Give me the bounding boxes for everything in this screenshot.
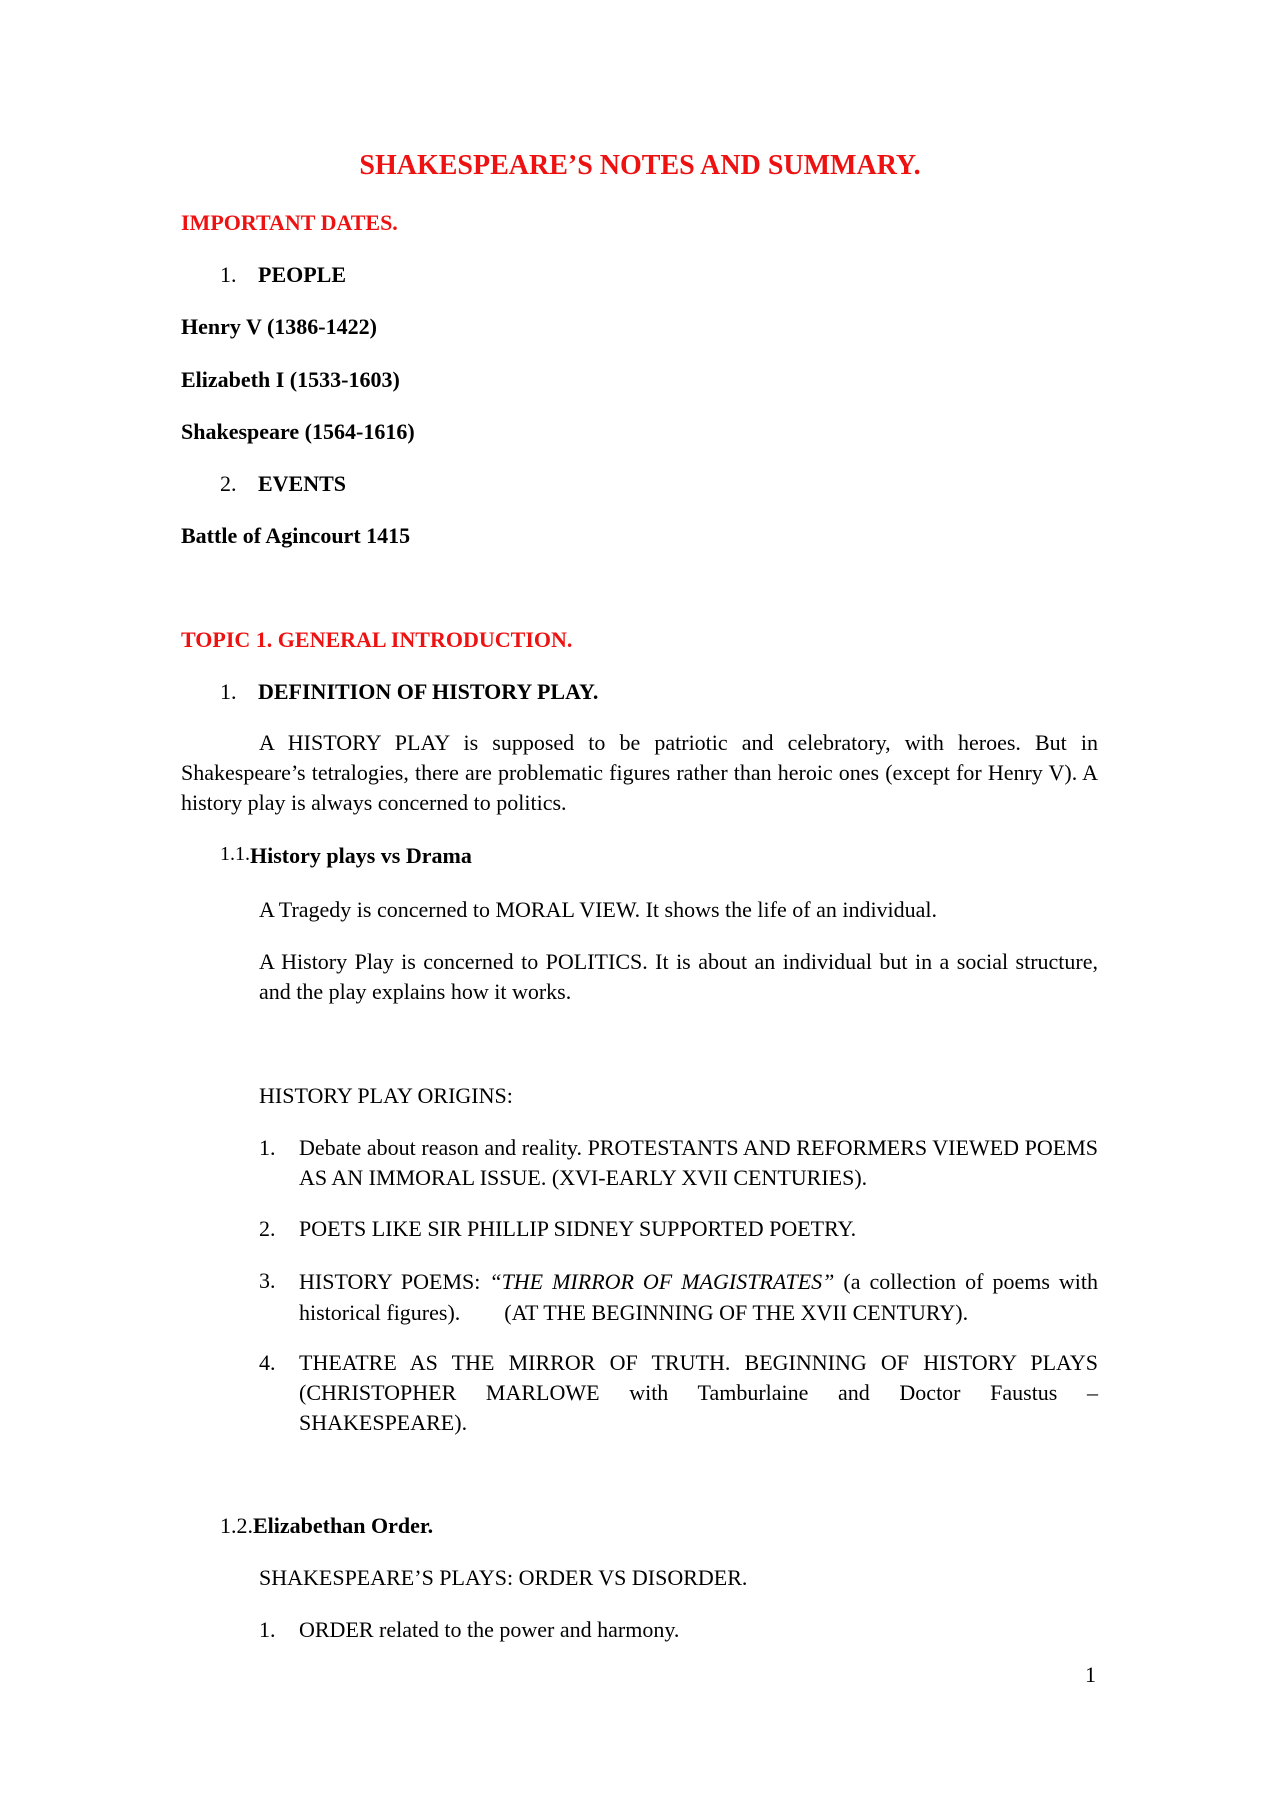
subsection-number: 1.1. <box>220 843 250 865</box>
subsection-number: 1.2. <box>220 1513 253 1538</box>
order-item: ORDER related to the power and harmony. <box>299 1617 680 1642</box>
definition-paragraph: A HISTORY PLAY is supposed to be patriotic and celebratory, with heroes. But in Shakespeare’s tetralogies, there are problematic figures rather than heroic ones (except for Henry V). A history play is always concerned to politics. <box>181 730 1098 815</box>
list-item-people <box>220 262 346 288</box>
history-paragraph: A History Play is concerned to POLITICS. It is about an individual but in a social structure, and the play explains how it works. <box>259 949 1098 1004</box>
origins-item-prefix: HISTORY POEMS: <box>299 1269 490 1294</box>
list-label: DEFINITION OF HISTORY PLAY. <box>258 679 599 704</box>
origins-item-suffix: (a collection of poems with historical figures). (AT THE BEGINNING OF THE XVII CENTURY). <box>299 1269 1104 1325</box>
people-item: Elizabeth I (1533-1603) <box>181 367 400 392</box>
origins-item <box>299 1266 1104 1328</box>
section-heading-important-dates: IMPORTANT DATES. <box>181 210 398 235</box>
origins-item: THEATRE AS THE MIRROR OF TRUTH. BEGINNING OF HISTORY PLAYS (CHRISTOPHER MARLOWE with Tamburlaine and Doctor Faustus – SHAKESPEARE). <box>299 1350 1098 1435</box>
subsection-elizabethan-order <box>220 1513 433 1539</box>
origins-item-title: “THE MIRROR OF MAGISTRATES” <box>489 1269 835 1294</box>
subsection-history-plays-vs-drama <box>220 843 472 869</box>
list-label: EVENTS <box>258 471 347 496</box>
list-number: 1. <box>220 262 237 287</box>
page-number: 1 <box>1085 1662 1096 1687</box>
origins-label: HISTORY PLAY ORIGINS: <box>259 1083 513 1108</box>
people-item: Henry V (1386-1422) <box>181 314 377 339</box>
origins-number: 3. <box>259 1268 276 1293</box>
order-number: 1. <box>259 1617 276 1642</box>
order-intro: SHAKESPEARE’S PLAYS: ORDER VS DISORDER. <box>259 1565 748 1590</box>
document-title: SHAKESPEARE’S NOTES AND SUMMARY. <box>359 150 921 181</box>
tragedy-paragraph: A Tragedy is concerned to MORAL VIEW. It shows the life of an individual. <box>259 897 938 922</box>
origins-number: 4. <box>259 1350 276 1375</box>
list-item-definition <box>220 679 598 705</box>
origins-item: Debate about reason and reality. PROTESTANTS AND REFORMERS VIEWED POEMS AS AN IMMORAL ISSUE. (XVI-EARLY XVII CENTURIES). <box>299 1135 1098 1190</box>
list-number: 2. <box>220 471 237 496</box>
people-item: Shakespeare (1564-1616) <box>181 419 415 444</box>
event-item: Battle of Agincourt 1415 <box>181 523 411 548</box>
list-number: 1. <box>220 679 237 704</box>
list-label: PEOPLE <box>258 262 347 287</box>
origins-number: 2. <box>259 1216 276 1241</box>
subsection-label: Elizabethan Order. <box>253 1513 434 1538</box>
section-heading-topic-1: TOPIC 1. GENERAL INTRODUCTION. <box>181 627 573 652</box>
subsection-label: History plays vs Drama <box>250 843 472 868</box>
list-item-events <box>220 471 346 497</box>
origins-item: POETS LIKE SIR PHILLIP SIDNEY SUPPORTED POETRY. <box>299 1216 857 1241</box>
origins-number: 1. <box>259 1135 276 1160</box>
